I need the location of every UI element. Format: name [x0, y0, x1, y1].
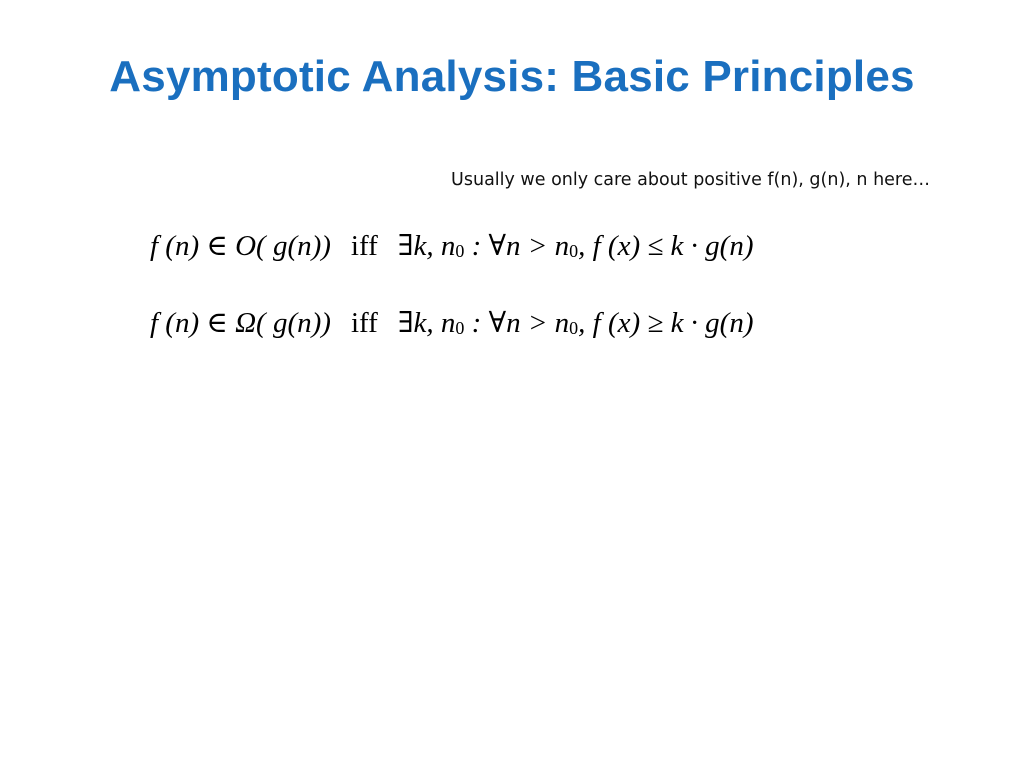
big-o-subscript-1: 0	[455, 241, 465, 261]
big-o-lhs: f (n) ∈ O( g(n))	[150, 230, 331, 262]
big-omega-iff: iff	[350, 307, 378, 339]
big-o-subscript-2: 0	[569, 241, 579, 261]
big-omega-rhs-mid: : ∀n > n	[464, 307, 570, 339]
big-o-rhs-prefix: ∃k, n	[397, 230, 456, 262]
big-omega-subscript-1: 0	[455, 318, 465, 338]
big-omega-subscript-2: 0	[569, 318, 579, 338]
big-omega-rhs-prefix: ∃k, n	[397, 307, 456, 339]
big-o-iff: iff	[350, 230, 378, 262]
slide-title: Asymptotic Analysis: Basic Principles	[109, 52, 915, 101]
big-o-definition	[150, 228, 753, 263]
big-o-rhs-mid: : ∀n > n	[464, 230, 570, 262]
big-omega-definition	[150, 305, 754, 340]
slide-note: Usually we only care about positive f(n), g(n), n here…	[451, 170, 930, 190]
big-omega-lhs: f (n) ∈ Ω( g(n))	[150, 307, 331, 339]
big-o-rhs-suffix: , f (x) ≤ k · g(n)	[578, 230, 754, 262]
big-omega-rhs-suffix: , f (x) ≥ k · g(n)	[578, 307, 754, 339]
